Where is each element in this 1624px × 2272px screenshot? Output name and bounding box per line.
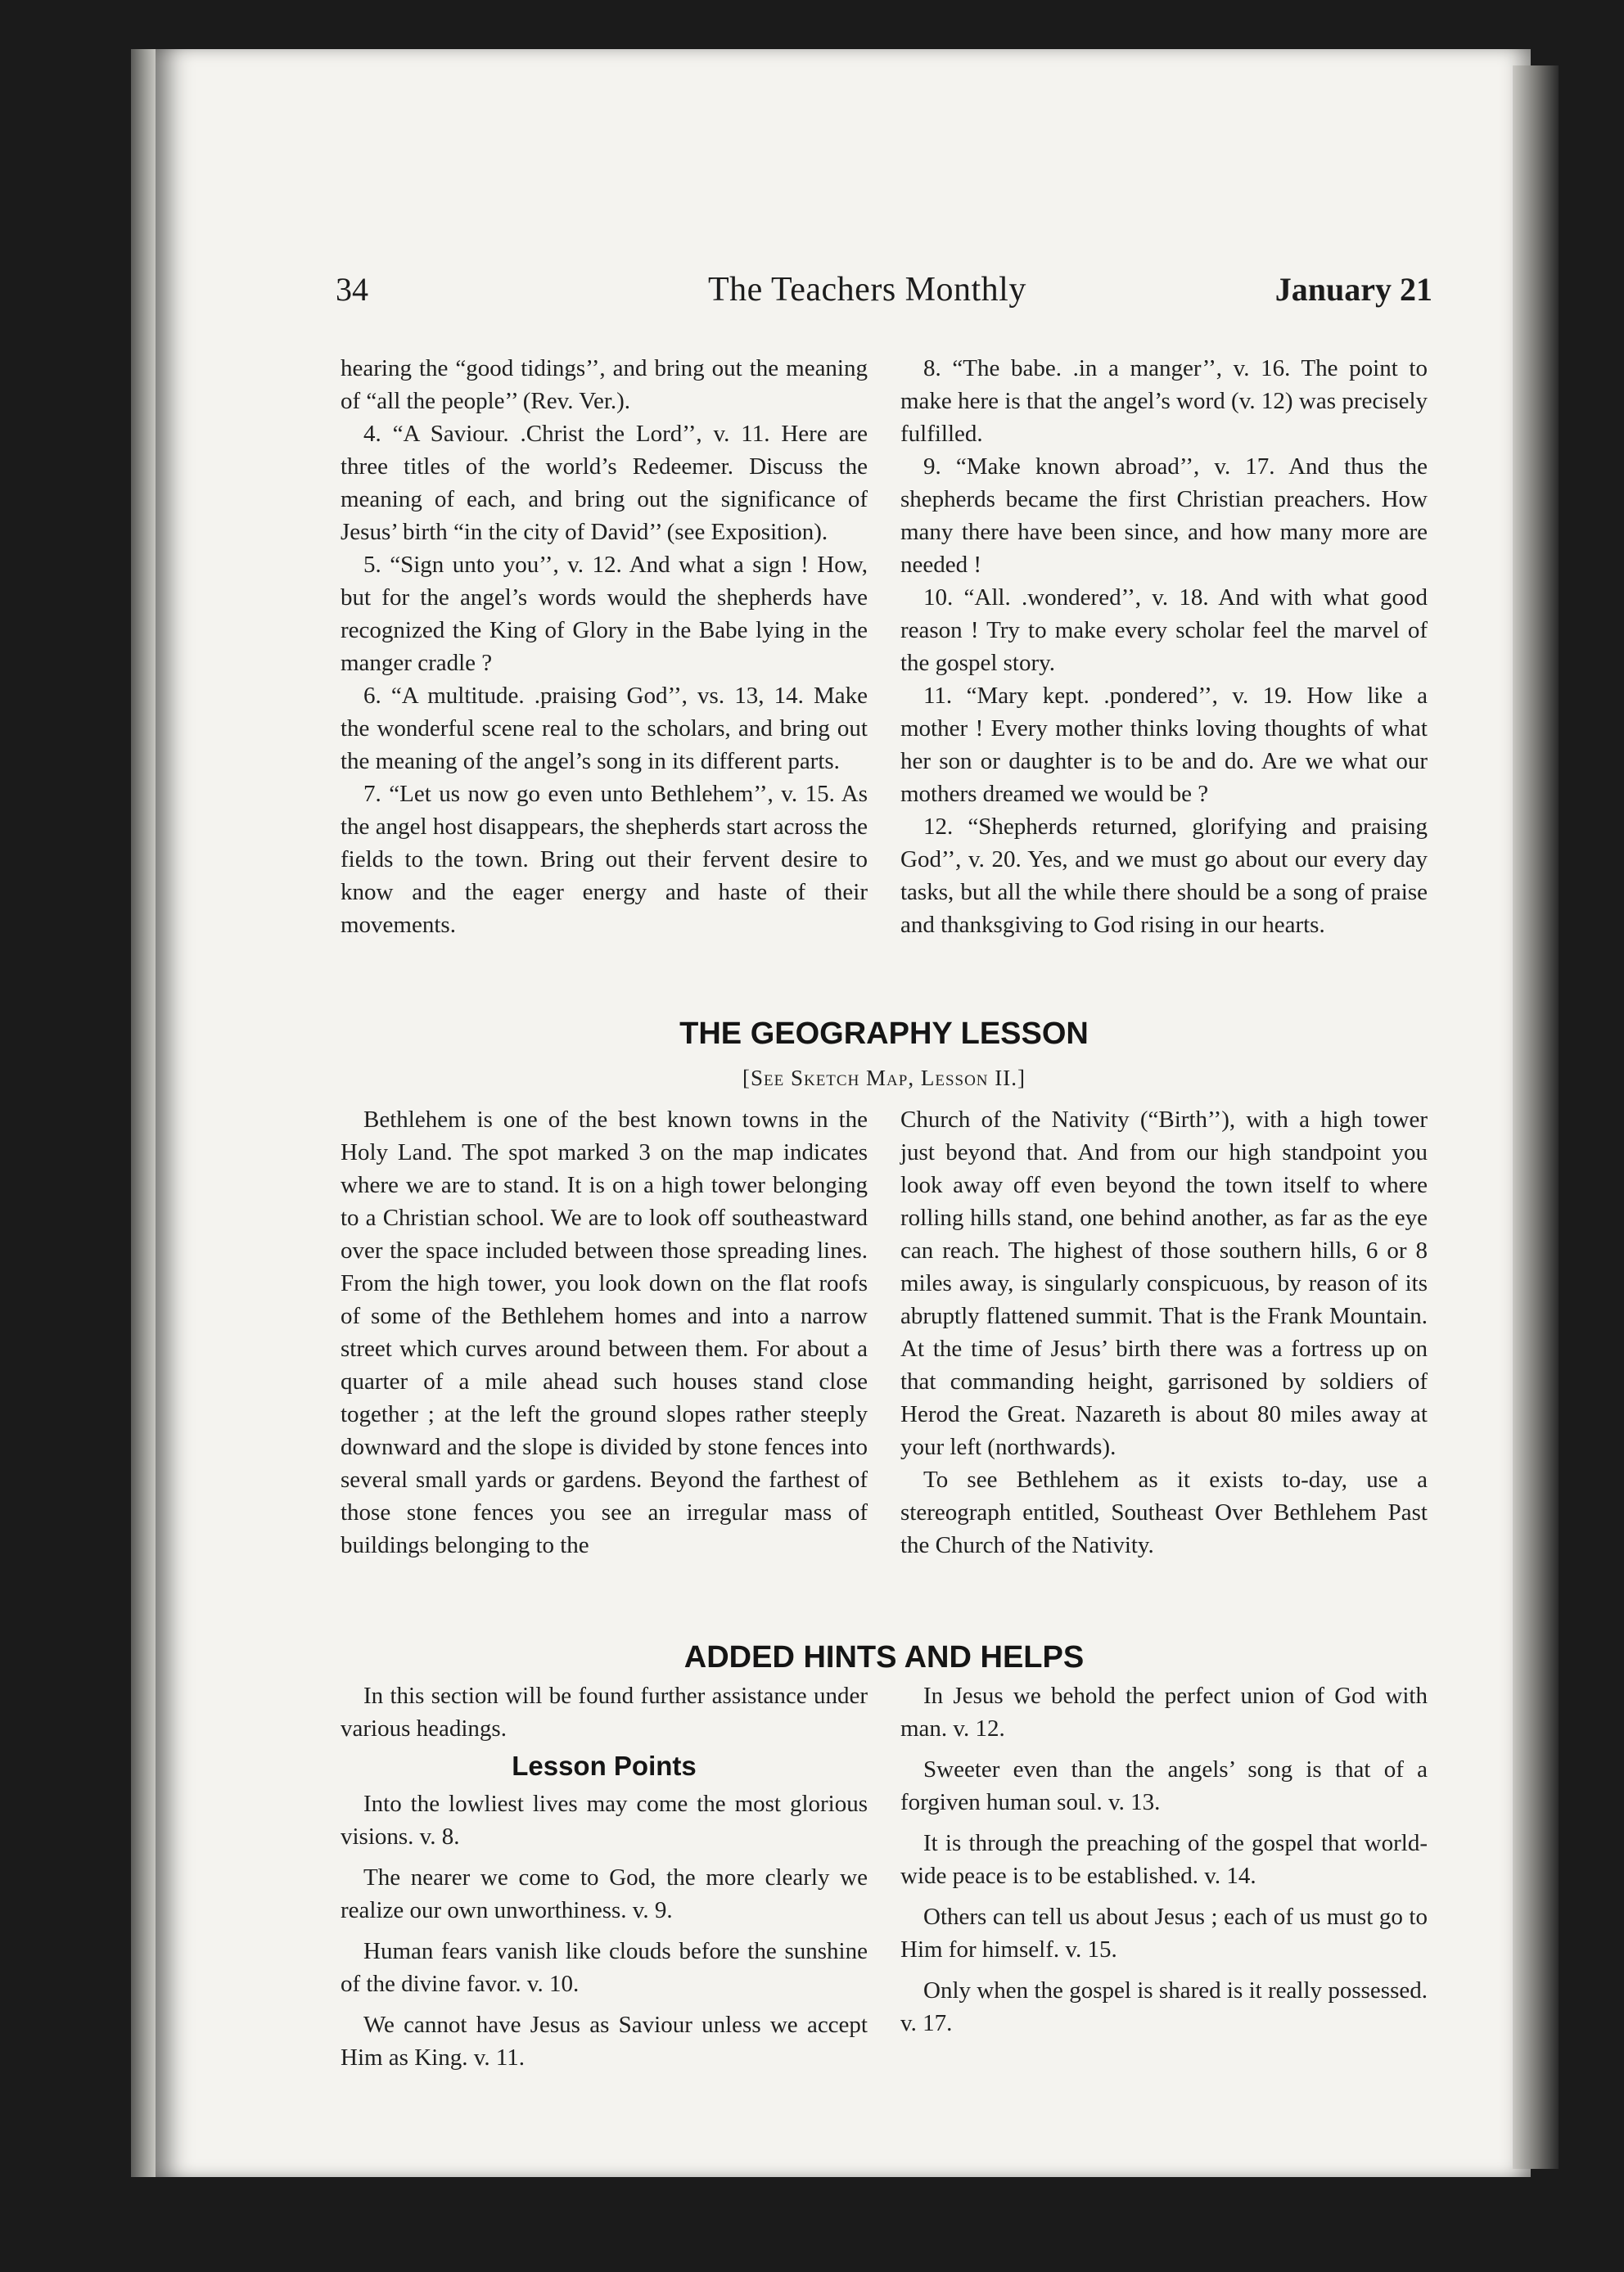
page-edge-shadow (1513, 65, 1559, 2169)
lesson-point: Only when the gospel is shared is it really possessed. v. 17. (900, 1977, 1428, 2036)
lesson-point: We cannot have Jesus as Saviour unless we accept Him as King. v. 11. (341, 2012, 868, 2071)
geography-column-right (900, 1103, 1428, 1562)
issue-date: January 21 (1274, 271, 1432, 308)
question-12: 12. “Shepherds returned, glorifying and praising God’’, v. 20. Yes, and we must go about our every day tasks, but all the while there should be a song of praise and thanksgiving to God rising in our hearts. (900, 814, 1428, 938)
journal-title: The Teachers Monthly (708, 271, 1026, 309)
question-4: 4. “A Saviour. .Christ the Lord’’, v. 11. Here are three titles of the world’s Redeemer. Discuss the meaning of each, and bring out the significance of Jesus’ birth “in the city of David’’ (see Exposition). (341, 421, 868, 545)
hints-column-left (341, 1679, 868, 2074)
lesson-point: Human fears vanish like clouds before the sunshine of the divine favor. v. 10. (341, 1938, 868, 1997)
page-number: 34 (336, 271, 368, 308)
geography-heading: THE GEOGRAPHY LESSON (679, 1017, 1089, 1051)
hints-heading: ADDED HINTS AND HELPS (683, 1640, 1085, 1675)
lesson-point: It is through the preaching of the gospel that world-wide peace is to be established. v. 14. (900, 1830, 1428, 1889)
question-11: 11. “Mary kept. .pondered’’, v. 19. How like a mother ! Every mother thinks loving thoughts of what her son or daughter is to be and do. Are we what our mothers dreamed we would be ? (900, 683, 1428, 807)
hints-column-right (900, 1679, 1428, 2040)
geography-paragraph: Church of the Nativity (“Birth’’), with a high tower just beyond that. And from our high standpoint you look away off even beyond the town itself to where rolling hills stand, one behind another, as far as the eye can reach. The highest of those southern hills, 6 or 8 miles away, is singularly conspicuous, by reason of its abruptly flattened summit. That is the Frank Mountain. At the time of Jesus’ birth there was a fortress up on that commanding height, garrisoned by soldiers of Herod the Great. Nazareth is about 80 miles away at your left (northwards). (900, 1107, 1428, 1460)
geography-column-left (341, 1103, 868, 1562)
lesson-point: Sweeter even than the angels’ song is that of a forgiven human soul. v. 13. (900, 1756, 1428, 1815)
lesson-point: In Jesus we behold the perfect union of God with man. v. 12. (900, 1683, 1428, 1742)
lesson-point: Others can tell us about Jesus ; each of us must go to Him for himself. v. 15. (900, 1904, 1428, 1963)
question-7: 7. “Let us now go even unto Bethlehem’’, v. 15. As the angel host disappears, the shepherds start across the fields to the town. Bring out their fervent desire to know and the eager energy and haste of their movements. (341, 781, 868, 938)
question-9: 9. “Make known abroad’’, v. 17. And thus the shepherds became the first Christian preachers. How many there have been since, and how many more are needed ! (900, 453, 1428, 578)
question-10: 10. “All. .wondered’’, v. 18. And with what good reason ! Try to make every scholar feel the marvel of the gospel story. (900, 584, 1428, 676)
questions-column-left (341, 352, 868, 941)
lesson-points-heading: Lesson Points (512, 1751, 697, 1781)
question-5: 5. “Sign unto you’’, v. 12. And what a sign ! How, but for the angel’s words would the shepherds have recognized the King of Glory in the Babe lying in the manger cradle ? (341, 552, 868, 676)
lesson-point: The nearer we come to God, the more clearly we realize our own unworthiness. v. 9. (341, 1864, 868, 1923)
running-header (336, 270, 1432, 319)
paragraph: hearing the “good tidings’’, and bring out the meaning of “all the people’’ (Rev. Ver.). (341, 355, 868, 414)
geography-paragraph: To see Bethlehem as it exists to-day, use a stereograph entitled, Southeast Over Bethlehem Past the Church of the Nativity. (900, 1467, 1428, 1558)
geography-paragraph: Bethlehem is one of the best known towns in the Holy Land. The spot marked 3 on the map indicates where we are to stand. It is on a high tower belonging to a Christian school. We are to look off southeastward over the space included between those spreading lines. From the high tower, you look down on the flat roofs of some of the Bethlehem homes and into a narrow street which curves around between them. For about a quarter of a mile ahead such houses stand close together ; at the left the ground slopes rather steeply downward and the slope is divided by stone fences into several small yards or gardens. Beyond the farthest of those stone fences you see an irregular mass of buildings belonging to the (341, 1107, 868, 1558)
lesson-point: Into the lowliest lives may come the most glorious visions. v. 8. (341, 1791, 868, 1850)
question-8: 8. “The babe. .in a manger’’, v. 16. The point to make here is that the angel’s word (v. 12) was precisely fulfilled. (900, 355, 1428, 447)
hints-intro: In this section will be found further assistance under various headings. (341, 1683, 868, 1742)
questions-column-right (900, 352, 1428, 941)
sketch-map-reference: [See Sketch Map, Lesson II.] (742, 1066, 1026, 1090)
question-6: 6. “A multitude. .praising God’’, vs. 13, 14. Make the wonderful scene real to the scholars, and bring out the meaning of the angel’s song in its different parts. (341, 683, 868, 774)
